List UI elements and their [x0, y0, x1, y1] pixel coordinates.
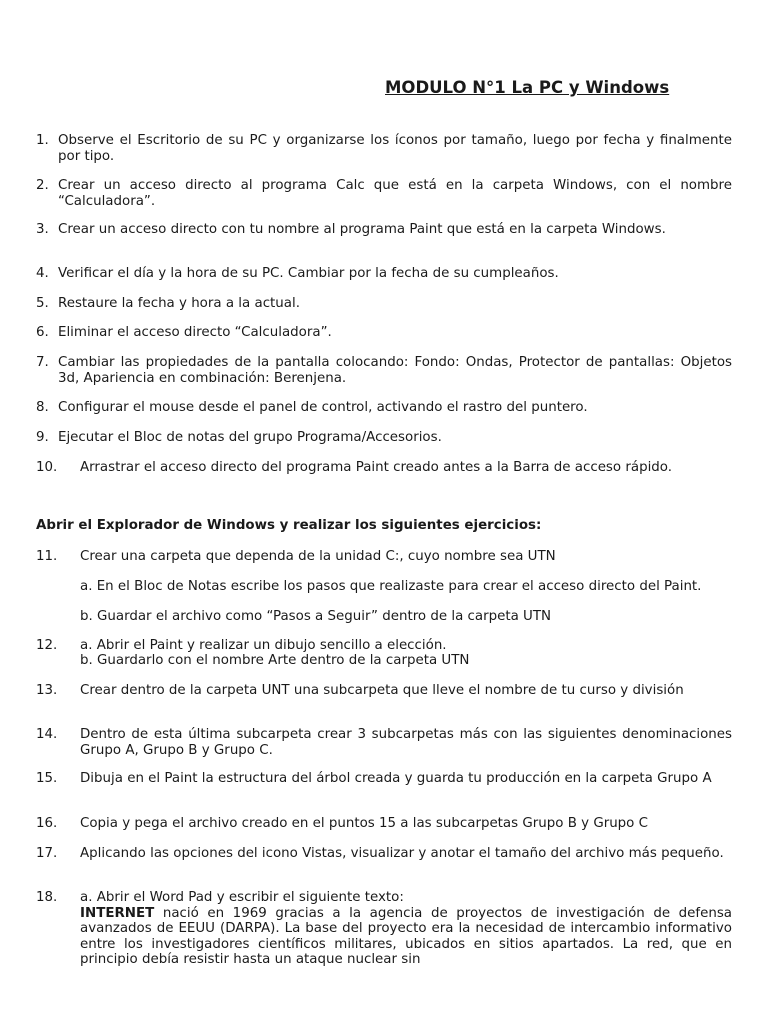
item-number: 16.	[36, 816, 58, 831]
item-number: 6.	[36, 325, 49, 340]
item-number: 17.	[36, 846, 58, 861]
list-item	[36, 355, 732, 386]
item-number: 1.	[36, 133, 49, 148]
item-number: 3.	[36, 222, 49, 237]
list-item	[36, 266, 732, 282]
list-item	[36, 609, 732, 625]
list-item	[36, 222, 732, 238]
list-item	[36, 178, 732, 209]
item-text: Copia y pega el archivo creado en el puntos 15 a las subcarpetas Grupo B y Grupo C	[80, 816, 648, 831]
item-text: Dibuja en el Paint la estructura del árbol creada y guarda tu producción en la carpeta Grupo A	[80, 771, 712, 786]
item-text: Arrastrar el acceso directo del programa Paint creado antes a la Barra de acceso rápido.	[80, 460, 672, 475]
list-item	[36, 296, 732, 312]
section-heading: Abrir el Explorador de Windows y realizar los siguientes ejercicios:	[36, 518, 542, 533]
item-text: Crear dentro de la carpeta UNT una subcarpeta que lleve el nombre de tu curso y división	[80, 683, 684, 698]
item-subtext: b. Guardar el archivo como “Pasos a Seguir” dentro de la carpeta UTN	[80, 609, 552, 624]
item-number: 12.	[36, 638, 58, 653]
item-number: 18.	[36, 890, 58, 905]
item-subtext: a. En el Bloc de Notas escribe los pasos que realizaste para crear el acceso directo del Paint.	[80, 579, 702, 594]
item-text: Cambiar las propiedades de la pantalla colocando: Fondo: Ondas, Protector de pantallas: Objetos 3d, Apariencia en combinación: Berenjena.	[58, 355, 732, 386]
item-text: Ejecutar el Bloc de notas del grupo Programa/Accesorios.	[58, 430, 442, 445]
list-item	[36, 653, 732, 669]
item-number: 10.	[36, 460, 58, 475]
internet-body: nació en 1969 gracias a la agencia de proyectos de investigación de defensa avanzados de EEUU (DARPA). La base del proyecto era la necesidad de intercambio informativo entre los investigadores científicos militares, ubicados en sitios apartados. La red, que en principio debía resistir hasta un ataque nuclear sin	[80, 905, 732, 967]
item-text: Aplicando las opciones del icono Vistas, visualizar y anotar el tamaño del archivo más pequeño.	[80, 846, 724, 861]
list-item	[36, 579, 732, 595]
item-number: 13.	[36, 683, 58, 698]
item-text: a. Abrir el Word Pad y escribir el siguiente texto:	[80, 890, 404, 905]
item-text: a. Abrir el Paint y realizar un dibujo sencillo a elección.	[80, 638, 447, 653]
page-title: MODULO N°1 La PC y Windows	[385, 78, 670, 97]
list-item	[36, 430, 732, 446]
list-item	[36, 400, 732, 416]
list-item	[36, 460, 732, 476]
item-text: Crear una carpeta que dependa de la unidad C:, cuyo nombre sea UTN	[80, 549, 556, 564]
list-item	[36, 727, 732, 758]
item-number: 14.	[36, 727, 58, 742]
item-number: 2.	[36, 178, 49, 193]
item-text: Configurar el mouse desde el panel de control, activando el rastro del puntero.	[58, 400, 588, 415]
list-item	[36, 638, 732, 654]
internet-bold-word: INTERNET	[80, 905, 155, 921]
item-number: 5.	[36, 296, 49, 311]
list-item	[36, 683, 732, 699]
list-item	[36, 133, 732, 164]
item-text: Restaure la fecha y hora a la actual.	[58, 296, 300, 311]
item-text: Crear un acceso directo al programa Calc que está en la carpeta Windows, con el nombre “Calculadora”.	[58, 178, 732, 209]
list-item	[36, 816, 732, 832]
item-number: 8.	[36, 400, 49, 415]
item-text: Verificar el día y la hora de su PC. Cambiar por la fecha de su cumpleaños.	[58, 266, 559, 281]
item-text: Dentro de esta última subcarpeta crear 3 subcarpetas más con las siguientes denominaciones Grupo A, Grupo B y Grupo C.	[80, 727, 732, 758]
item-number: 15.	[36, 771, 58, 786]
list-item	[36, 549, 732, 565]
list-item	[36, 771, 732, 787]
item-number: 9.	[36, 430, 49, 445]
item-subtext: b. Guardarlo con el nombre Arte dentro de la carpeta UTN	[80, 653, 470, 668]
item-number: 4.	[36, 266, 49, 281]
item-text: Eliminar el acceso directo “Calculadora”.	[58, 325, 332, 340]
item-text: Crear un acceso directo con tu nombre al programa Paint que está en la carpeta Windows.	[58, 222, 666, 237]
internet-paragraph	[80, 906, 732, 968]
item-number: 7.	[36, 355, 49, 370]
list-item	[36, 890, 732, 968]
item-text: Observe el Escritorio de su PC y organizarse los íconos por tamaño, luego por fecha y finalmente por tipo.	[58, 133, 732, 164]
list-item	[36, 846, 732, 862]
item-number: 11.	[36, 549, 58, 564]
list-item	[36, 325, 732, 341]
